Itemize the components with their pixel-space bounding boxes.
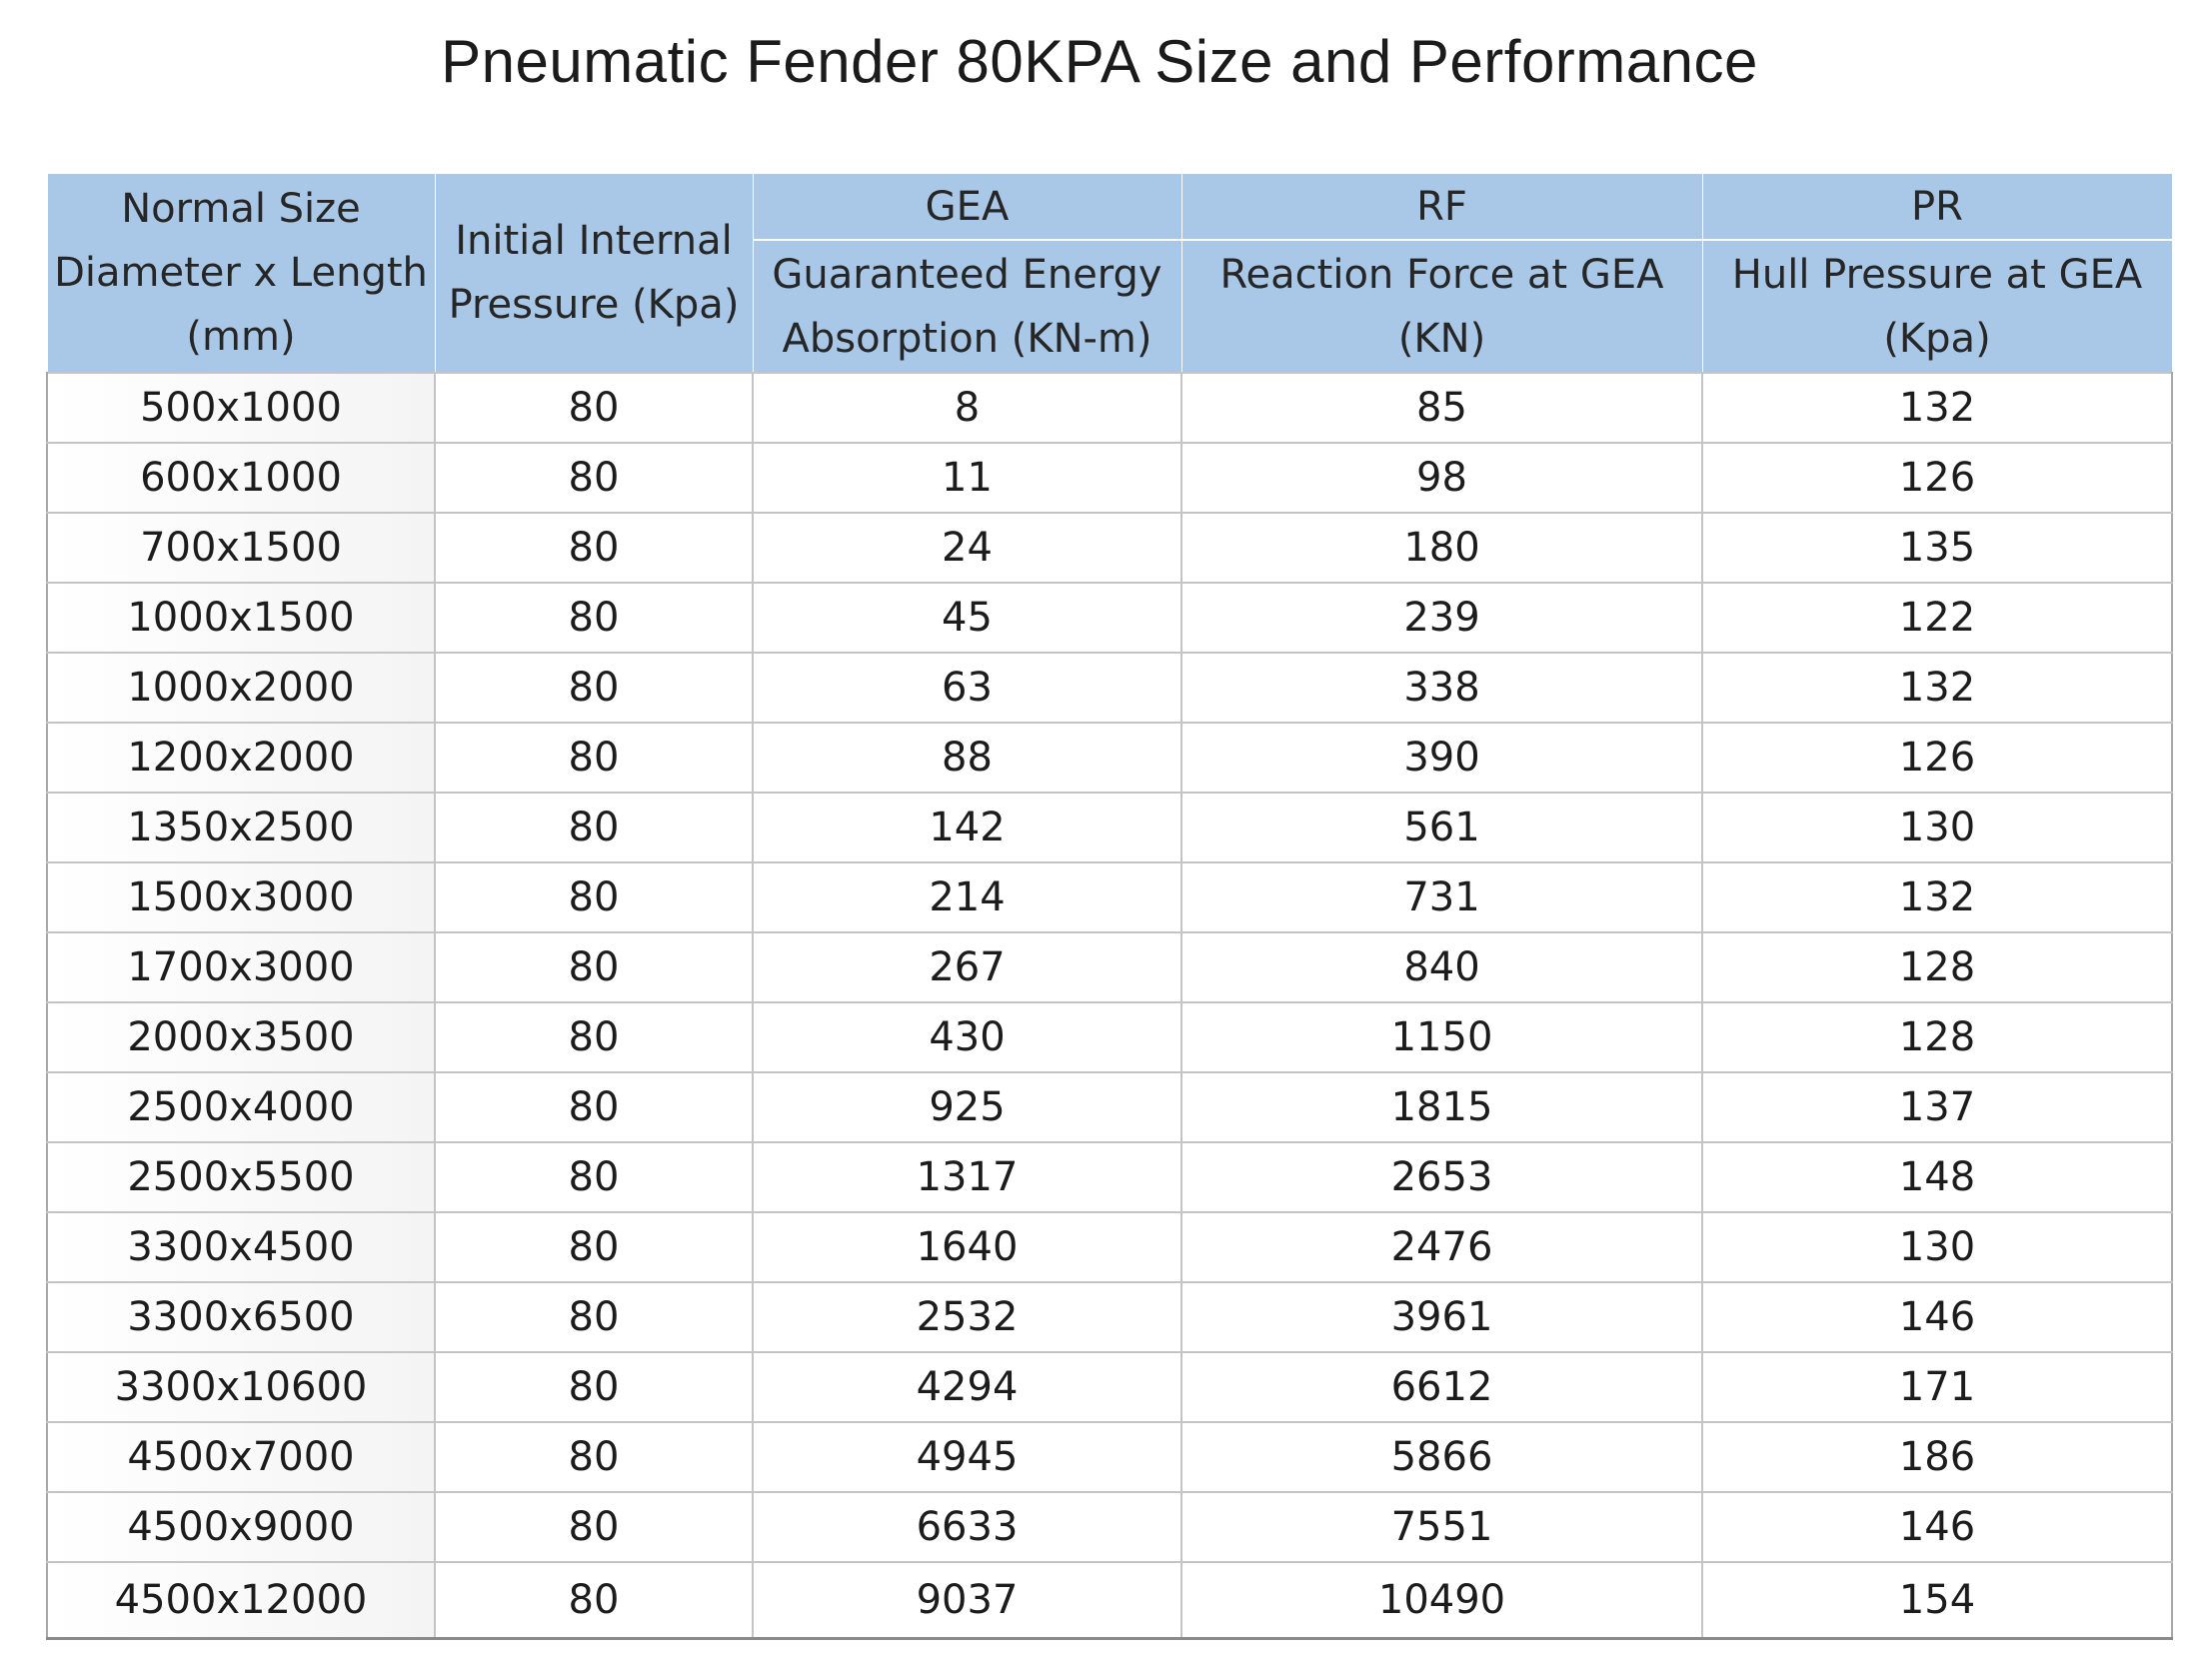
- rf-cell: 6612: [1181, 1352, 1702, 1422]
- pressure-cell: 80: [435, 1562, 753, 1639]
- header-rf-code: RF: [1181, 174, 1702, 241]
- pr-cell: 132: [1702, 862, 2172, 932]
- gea-cell: 11: [753, 443, 1181, 513]
- size-cell: 1350x2500: [47, 793, 435, 862]
- pressure-cell: 80: [435, 1072, 753, 1142]
- pr-cell: 132: [1702, 373, 2172, 443]
- gea-cell: 6633: [753, 1492, 1181, 1562]
- rf-cell: 2476: [1181, 1212, 1702, 1282]
- gea-cell: 8: [753, 373, 1181, 443]
- pr-cell: 137: [1702, 1072, 2172, 1142]
- pressure-cell: 80: [435, 513, 753, 583]
- rf-cell: 561: [1181, 793, 1702, 862]
- rf-cell: 5866: [1181, 1422, 1702, 1492]
- size-cell: 1500x3000: [47, 862, 435, 932]
- gea-cell: 63: [753, 653, 1181, 723]
- rf-cell: 2653: [1181, 1142, 1702, 1212]
- size-cell: 3300x10600: [47, 1352, 435, 1422]
- rf-cell: 10490: [1181, 1562, 1702, 1639]
- table-row: [47, 793, 2172, 862]
- table-row: [47, 513, 2172, 583]
- rf-cell: 239: [1181, 583, 1702, 653]
- header-rf-desc: [1181, 240, 1702, 373]
- pressure-cell: 80: [435, 1492, 753, 1562]
- pressure-cell: 80: [435, 862, 753, 932]
- pr-cell: 154: [1702, 1562, 2172, 1639]
- pressure-cell: 80: [435, 1282, 753, 1352]
- fender-spec-table: [46, 173, 2173, 1640]
- gea-cell: 430: [753, 1002, 1181, 1072]
- table-row: [47, 1002, 2172, 1072]
- header-size-line-3: (mm): [186, 314, 296, 360]
- table-row: [47, 932, 2172, 1002]
- pr-cell: 126: [1702, 443, 2172, 513]
- rf-cell: 338: [1181, 653, 1702, 723]
- table-row: [47, 1072, 2172, 1142]
- pr-cell: 148: [1702, 1142, 2172, 1212]
- pressure-cell: 80: [435, 932, 753, 1002]
- header-gea-code: GEA: [753, 174, 1181, 241]
- rf-cell: 7551: [1181, 1492, 1702, 1562]
- pr-cell: 135: [1702, 513, 2172, 583]
- rf-cell: 390: [1181, 723, 1702, 793]
- pressure-cell: 80: [435, 653, 753, 723]
- table-row: [47, 1562, 2172, 1639]
- gea-cell: 88: [753, 723, 1181, 793]
- header-pr-line-1: Hull Pressure at GEA: [1731, 251, 2143, 298]
- rf-cell: 1150: [1181, 1002, 1702, 1072]
- table-body: [47, 373, 2172, 1639]
- size-cell: 1200x2000: [47, 723, 435, 793]
- size-cell: 1700x3000: [47, 932, 435, 1002]
- gea-cell: 2532: [753, 1282, 1181, 1352]
- table-row: [47, 1352, 2172, 1422]
- gea-cell: 142: [753, 793, 1181, 862]
- pr-cell: 132: [1702, 653, 2172, 723]
- gea-cell: 45: [753, 583, 1181, 653]
- page-title: Pneumatic Fender 80KPA Size and Performance: [441, 28, 1758, 95]
- header-pr-desc: [1702, 240, 2172, 373]
- header-gea-line-2: Absorption (KN-m): [782, 315, 1152, 362]
- size-cell: 3300x4500: [47, 1212, 435, 1282]
- size-cell: 500x1000: [47, 373, 435, 443]
- header-pressure-line-1: Initial Internal: [455, 218, 733, 264]
- rf-cell: 731: [1181, 862, 1702, 932]
- rf-cell: 180: [1181, 513, 1702, 583]
- gea-cell: 4294: [753, 1352, 1181, 1422]
- table-row: [47, 653, 2172, 723]
- rf-cell: 840: [1181, 932, 1702, 1002]
- pr-cell: 171: [1702, 1352, 2172, 1422]
- pr-cell: 122: [1702, 583, 2172, 653]
- pr-cell: 146: [1702, 1492, 2172, 1562]
- size-cell: 700x1500: [47, 513, 435, 583]
- header-size: [47, 174, 435, 374]
- size-cell: 1000x2000: [47, 653, 435, 723]
- rf-cell: 3961: [1181, 1282, 1702, 1352]
- rf-cell: 85: [1181, 373, 1702, 443]
- gea-cell: 4945: [753, 1422, 1181, 1492]
- header-size-line-1: Normal Size: [121, 186, 361, 232]
- table-row: [47, 1212, 2172, 1282]
- table-header: [47, 174, 2172, 374]
- pr-cell: 130: [1702, 1212, 2172, 1282]
- gea-cell: 267: [753, 932, 1181, 1002]
- table-row: [47, 373, 2172, 443]
- header-pressure: [435, 174, 753, 374]
- pr-cell: 128: [1702, 1002, 2172, 1072]
- size-cell: 4500x7000: [47, 1422, 435, 1492]
- size-cell: 4500x12000: [47, 1562, 435, 1639]
- pressure-cell: 80: [435, 1352, 753, 1422]
- table-row: [47, 1142, 2172, 1212]
- size-cell: 2500x4000: [47, 1072, 435, 1142]
- table-row: [47, 583, 2172, 653]
- gea-cell: 925: [753, 1072, 1181, 1142]
- size-cell: 1000x1500: [47, 583, 435, 653]
- rf-cell: 98: [1181, 443, 1702, 513]
- pressure-cell: 80: [435, 583, 753, 653]
- gea-cell: 214: [753, 862, 1181, 932]
- header-pressure-line-2: Pressure (Kpa): [448, 282, 740, 328]
- header-pr-code: PR: [1702, 174, 2172, 241]
- pressure-cell: 80: [435, 1002, 753, 1072]
- table-row: [47, 1282, 2172, 1352]
- pressure-cell: 80: [435, 723, 753, 793]
- size-cell: 4500x9000: [47, 1492, 435, 1562]
- gea-cell: 24: [753, 513, 1181, 583]
- size-cell: 3300x6500: [47, 1282, 435, 1352]
- pr-cell: 128: [1702, 932, 2172, 1002]
- size-cell: 2500x5500: [47, 1142, 435, 1212]
- rf-cell: 1815: [1181, 1072, 1702, 1142]
- gea-cell: 9037: [753, 1562, 1181, 1639]
- table-row: [47, 1492, 2172, 1562]
- gea-cell: 1640: [753, 1212, 1181, 1282]
- header-row-codes: [47, 174, 2172, 241]
- table-row: [47, 862, 2172, 932]
- pressure-cell: 80: [435, 1212, 753, 1282]
- table-row: [47, 723, 2172, 793]
- header-gea-line-1: Guaranteed Energy: [772, 251, 1162, 298]
- pressure-cell: 80: [435, 373, 753, 443]
- header-rf-line-1: Reaction Force at GEA: [1219, 251, 1664, 298]
- header-rf-line-2: (KN): [1397, 315, 1486, 362]
- header-gea-desc: [753, 240, 1181, 373]
- table-row: [47, 1422, 2172, 1492]
- pressure-cell: 80: [435, 1142, 753, 1212]
- gea-cell: 1317: [753, 1142, 1181, 1212]
- header-size-line-2: Diameter x Length: [54, 250, 428, 296]
- pr-cell: 130: [1702, 793, 2172, 862]
- pressure-cell: 80: [435, 443, 753, 513]
- pressure-cell: 80: [435, 793, 753, 862]
- table-row: [47, 443, 2172, 513]
- pr-cell: 126: [1702, 723, 2172, 793]
- pressure-cell: 80: [435, 1422, 753, 1492]
- size-cell: 600x1000: [47, 443, 435, 513]
- pr-cell: 186: [1702, 1422, 2172, 1492]
- pr-cell: 146: [1702, 1282, 2172, 1352]
- header-pr-line-2: (Kpa): [1883, 315, 1991, 362]
- size-cell: 2000x3500: [47, 1002, 435, 1072]
